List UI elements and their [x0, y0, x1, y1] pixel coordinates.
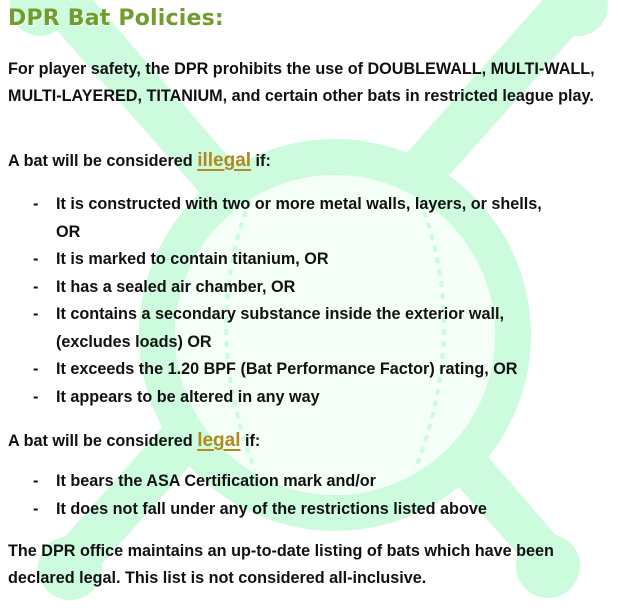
bullet-dash: - — [33, 250, 39, 268]
list-item: - It does not fall under any of the restrictions listed above — [0, 496, 600, 524]
bullet-dash: - — [33, 472, 39, 490]
bullet-dash: - — [33, 387, 39, 406]
legal-heading-prefix: A bat will be considered — [8, 432, 198, 450]
closing-paragraph: The DPR office maintains an up-to-date listing of bats which have been declared legal. This list is not considered all-inclusive. — [8, 542, 554, 587]
list-item: - It is marked to contain titanium, OR — [0, 246, 560, 274]
illegal-heading-suffix: if: — [251, 152, 271, 170]
bullet-dash: - — [33, 305, 39, 323]
bullet-dash: - — [33, 195, 39, 213]
illegal-keyword: illegal — [197, 150, 252, 171]
list-item: - It appears to be altered in any way — [0, 384, 560, 412]
intro-paragraph: For player safety, the DPR prohibits the use of DOUBLEWALL, MULTI-WALL, MULTI-LAYERED, TITANIUM, and certain other bats in restricted league play. — [8, 60, 595, 105]
illegal-heading-prefix: A bat will be considered — [8, 152, 198, 170]
legal-criteria-list — [0, 468, 600, 523]
list-item: - It exceeds the 1.20 BPF (Bat Performance Factor) rating, OR — [0, 356, 560, 384]
list-item: - It is constructed with two or more metal walls, layers, or shells, OR — [0, 191, 560, 246]
illegal-heading — [8, 150, 271, 172]
bullet-dash: - — [33, 277, 39, 296]
legal-heading-suffix: if: — [240, 432, 261, 450]
list-item: - It contains a secondary substance inside the exterior wall, (excludes loads) OR — [0, 301, 560, 356]
page-title: DPR Bat Policies: — [8, 6, 224, 31]
list-item: - It has a sealed air chamber, OR — [0, 274, 560, 302]
list-item: - It bears the ASA Certification mark and/or — [0, 468, 600, 496]
legal-heading — [8, 430, 260, 452]
illegal-criteria-list — [0, 191, 560, 411]
bullet-dash: - — [33, 499, 39, 518]
legal-keyword: legal — [197, 430, 241, 451]
bullet-dash: - — [33, 360, 39, 378]
